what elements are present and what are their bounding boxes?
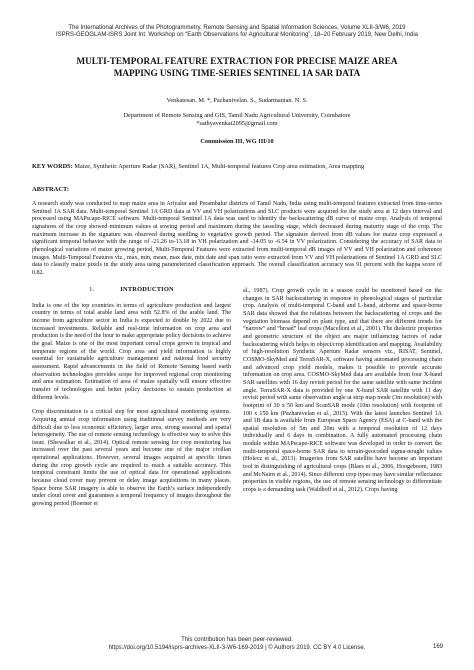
- intro-paragraph-2: Crop discrimination is a critical step for most agricultural monitoring systems. Acquiring annual crop information using traditional survey methods are very difficult due to less economic efficiency, larger area, strong seasonal and spatial heterogeneity. The use of remote sensing technology is effective way to solve this issue. (Shewalkar et al., 2014). Optical remote sensing for crop monitoring has increased over the past several years and become one of the major civilian operational applications. However, several images acquired at specific times during the crop growth cycle are required to reach a suitable accuracy. This temporal constraint limits the use of optical data for operational applications because cloud cover may prevent or delay image acquisitions in many places. Space borne SAR imagery is able to observe the Earth’s surface independently under cloud cover and guarantees a temporal frequency of images throughout the growing period (Boerner et: [32, 409, 231, 508]
- intro-paragraph-continued: al., 1987). Crop growth cycle in a season could be monitored based on the changes in SAR backscattering in response to phenological stages of particular crop. Analysis of multi-temporal C-band and L-band, airborne and space-borne SAR data showed that the relations between the backscattering of crops and the vegetation biomass depend on plant type, and that there are different trends for “narrow” and “broad” leaf crops (Macelloni et al., 2001). The dielectric properties and geometric structure of the object are major influencing factors of radar backscattering which helps in object/crop identification and mapping. Availability of high-resolution Synthetic Aperture Radar sensors viz., RISAT, Sentinel, COSMO-SkyMed and TerraSAR-X, software having automated processing chain and advanced crop yield models, makes it possible to provide accurate information on crop area. COSMO-SkyMed data are available from four X-band SAR satellites with 16 day revisit period for the same satellite with same incident angle. TerraSAR-X data is provided by one X-band SAR satellite with 11 day revisit period with same observation angle at strip map mode (3m resolution) with footprint of 30 x 50 km and ScanSAR mode (10m resolution) with footprint of 100 x 150 km (Pazhanivelan et al., 2015). With the latest launches Sentinel 1A and 1B data is available from European Space Agency (ESA) at C-band with the spatial resolution of 5m and 20m with a temporal resolution of 12 days individually and 6 days in combination. A fully automated processing chain module within MAPscape-RICE software was developed in order to convert the multi-temporal space-borne SAR data to terrain-geocoded sigma-nought values (Holecz et al., 2013). Imageries from SAR satellite have become an important tool in distinguishing of agricultural crops (Blaes et al., 2006, Hoogeboom, 1983 and McNairn et al., 2014). Since different crop types may have similar reflectance properties in visible regions, the use of remote sensing technology to differentiate crops is a demanding task (Waldhoff et al., 2012). Crops having: [243, 288, 443, 494]
- section-heading-introduction: [32, 286, 231, 294]
- section-number: 1.: [89, 286, 95, 293]
- doi-license-line: https://doi.org/10.5194/isprs-archives-XLII-3-W6-169-2019 | © Authors 2019. CC BY 4.0 License.: [108, 645, 366, 651]
- running-header: [12, 25, 462, 39]
- paper-title-line-1: MULTI-TEMPORAL FEATURE EXTRACTION FOR PRECISE MAIZE AREA: [76, 56, 398, 66]
- abstract-heading: ABSTRACT:: [32, 186, 70, 193]
- paper-title: [40, 56, 434, 79]
- author-list: Venkatesan. M. *, Pazhanivelan. S., Sudarmanian. N. S.: [166, 97, 308, 104]
- corresponding-email: *sathyavenkat2095@gmail.com: [196, 120, 278, 127]
- abstract-text: A research study was conducted to map maize area in Ariyalur and Perambalur districts of Tamil Nadu, India using multi-temporal features extracted from time-series Sentinel 1A SAR data. Multi-temporal Sentinel 1A GRD data at VV and VH polarizations and SLC products were acquired for the study area at 12 days interval and processed using MAPscape-RICE software. Multi-temporal Sentinel 1A data was used to identify the backscattering dB curve of maize crop. Analysis of temporal signatures of the crop showed minimum values at sowing period and maximum during the tasseling stage, which decreased during maturity stage of the crop. The maximum increase in the signature was observed during seedling to vegetative growth period. The signature derived from dB values for maize crop expressed a significant temporal behavior with the range of -21.26 to-13.18 in VH polarization and -14.05 to -6.54 in VV polarization. Considering the accuracy of SAR data to phenological variations of maize growing period, Multi-Temporal Features were extracted from multi-temporal dB images of VV and VH polarization and coherence images. Multi-Temporal Features viz., max, min, mean, max date, min date and span ratio were extracted from VV and VH polarizations of Sentinel 1A GRD and SLC data to classify maize pixels in the study area using parameterized classification approach. The overall classification accuracy was 91 percent with the kappa score of 0.82.: [32, 201, 442, 276]
- commission-label: Commission III, WG III/10: [200, 138, 274, 145]
- keywords-label: KEY WORDS:: [32, 163, 73, 170]
- affiliation: [40, 112, 434, 128]
- section-title: INTRODUCTION: [120, 286, 174, 293]
- page-number: 169: [432, 644, 443, 650]
- intro-paragraph-1: India is one of the top countries in terms of agriculture production and largest country in terms of total arable land area with 52.8% of the arable land. The income from agriculture sector in India is expected to double by 2022 due to increased investments. Reliable and real-time information on crop area and production is the need of the hour to make appropriate policy decisions to achieve the goal. Maize is one of the most important cereal crops grown in tropical and temperate regions of the world. Crop area and yield information is highly essential for sustainable agriculture management and national food security assessment. Rapid advancements in the field of Remote Sensing based earth observation technologies provides scope for improved regional crop monitoring and area estimation. Estimation of area of maize spatially will ensure effective transfer of technologies and better policy decisions to sustain production at different levels.: [32, 302, 231, 401]
- page-footer: [12, 636, 462, 652]
- paper-title-line-2: MAPPING USING TIME-SERIES SENTINEL 1A SAR DATA: [113, 67, 361, 78]
- right-column: [243, 288, 442, 502]
- keywords: [32, 163, 442, 171]
- running-header-line-1: The International Archives of the Photogrammetry, Remote Sensing and Spatial Information Sciences, Volume XLII-3/W6, 2019: [68, 25, 406, 31]
- running-header-line-2: ISPRS-GEOGLAM-ISRS Joint Int. Workshop on “Earth Observations for Agricultural Monitoring”, 18–20 February 2019, New Delhi, India: [55, 32, 419, 39]
- left-column: [32, 286, 231, 516]
- keywords-text: Maize, Synthetic Aperture Radar (SAR), Sentinel 1A, Multi-temporal features Crop area estimation, Area mapping: [72, 163, 365, 170]
- affiliation-department: Department of Remote Sensing and GIS, Tamil Nadu Agricultural University, Coimbatore: [123, 112, 351, 119]
- peer-review-note: This contribution has been peer-reviewed.: [181, 637, 293, 643]
